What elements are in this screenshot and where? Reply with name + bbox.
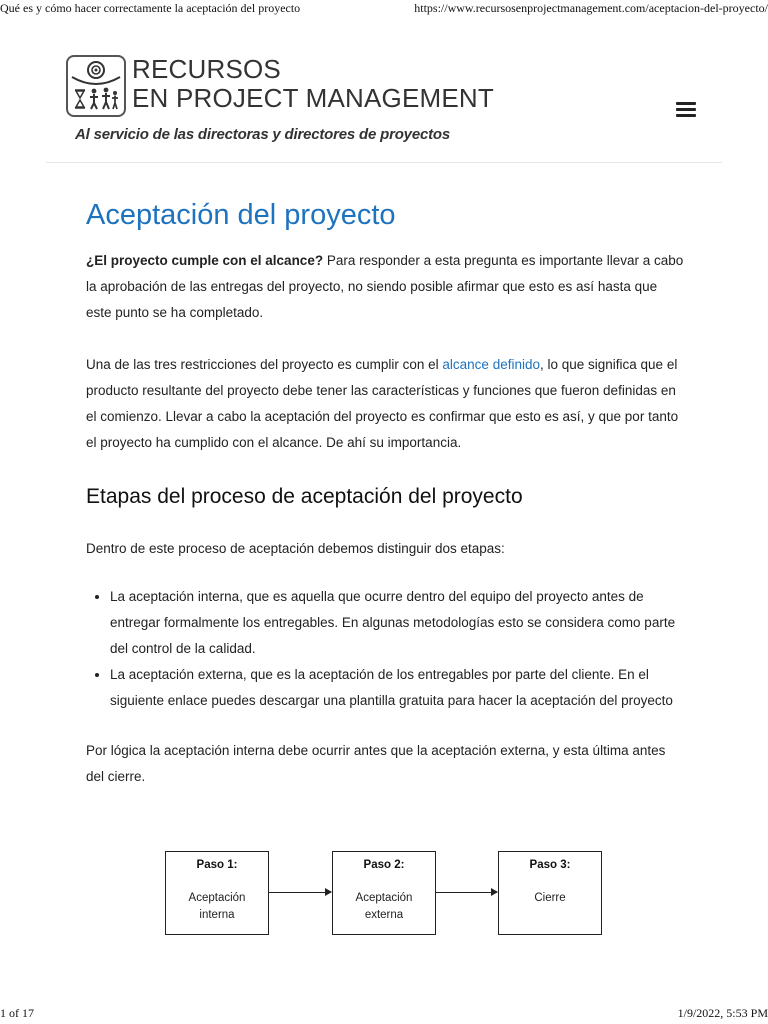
stages-list: [86, 584, 686, 714]
print-footer: [0, 1006, 768, 1024]
order-paragraph: Por lógica la aceptación interna debe ocurrir antes que la aceptación externa, y esta última antes del cierre.: [86, 743, 666, 784]
stages-intro: Dentro de este proceso de aceptación debemos distinguir dos etapas:: [86, 541, 505, 556]
page-count: 1 of 17: [0, 1006, 34, 1020]
scope-text-before: Una de las tres restricciones del proyecto es cumplir con el: [86, 357, 443, 372]
acceptance-flow-diagram: [165, 851, 605, 937]
step-text-line1: Cierre: [534, 892, 566, 904]
step-text: [499, 890, 601, 907]
flow-arrow-1: [269, 892, 331, 893]
print-datetime: 1/9/2022, 5:53 PM: [677, 1006, 768, 1020]
step-text-line1: Aceptación: [355, 892, 413, 904]
step-head: Paso 2:: [363, 859, 405, 871]
article-content: [86, 195, 686, 790]
print-header: [0, 0, 768, 18]
list-item: • La aceptación externa, que es la aceptación de los entregables por parte del cliente. En el siguiente enlace puedes descargar una plantilla gratuita para hacer la aceptación del proyecto: [110, 662, 686, 714]
intro-text: Para responder a esta pregunta es importante llevar a cabo la aprobación de las entregas del proyecto, no siendo posible afirmar que esto es así hasta que este punto se ha completado.: [86, 253, 684, 320]
step-text: [333, 890, 435, 924]
print-page-title: Qué es y cómo hacer correctamente la aceptación del proyecto: [0, 1, 301, 15]
scope-paragraph: [86, 352, 686, 456]
step-text-line2: externa: [364, 909, 404, 921]
logo-line2: EN PROJECT MANAGEMENT: [132, 83, 494, 113]
site-logo-link[interactable]: [66, 54, 494, 150]
hamburger-menu-icon[interactable]: [676, 102, 696, 120]
logo-title: [132, 55, 494, 113]
step-head: Paso 1:: [196, 859, 238, 871]
flow-arrow-2: [436, 892, 497, 893]
step-text-line1: Aceptación: [188, 892, 246, 904]
site-header: [46, 50, 722, 163]
alcance-definido-link[interactable]: alcance definido: [442, 357, 540, 372]
step-text-line2: interna: [199, 909, 235, 921]
step-box-3: [498, 851, 602, 935]
section-title: Etapas del proceso de aceptación del proyecto: [86, 485, 523, 508]
scope-text-after: , lo que significa que el producto resultante del proyecto debe tener las características y funciones que fueron definidas en el comienzo. Llevar a cabo la aceptación del proyecto es confirmar que esto es así, y que por tanto el proyecto ha cumplido con el alcance. De ahí su importancia.: [86, 357, 679, 450]
logo-tagline: Al servicio de las directoras y directores de proyectos: [75, 126, 451, 143]
step-box-2: [332, 851, 436, 935]
logo-line1: RECURSOS: [132, 54, 281, 84]
list-item: • La aceptación interna, que es aquella que ocurre dentro del equipo del proyecto antes de entregar formalmente los entregables. En algunas metodologías esto se considera como parte del control de la calidad.: [110, 584, 686, 662]
logo-icon: [66, 55, 126, 117]
print-page-url: https://www.recursosenprojectmanagement.com/aceptacion-del-proyecto/: [414, 1, 768, 15]
intro-paragraph: [86, 248, 686, 326]
intro-question: ¿El proyecto cumple con el alcance?: [86, 253, 324, 268]
step-text: [166, 890, 268, 924]
page-title: Aceptación del proyecto: [86, 199, 396, 231]
step-box-1: [165, 851, 269, 935]
step-head: Paso 3:: [529, 859, 571, 871]
